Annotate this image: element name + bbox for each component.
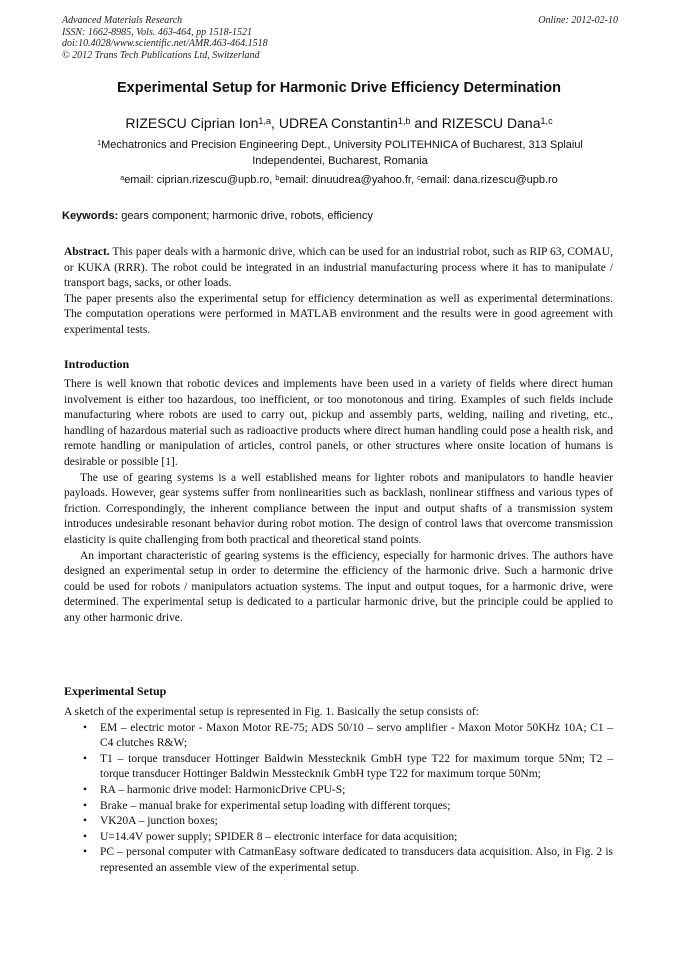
affiliation [62,138,618,169]
affiliation-text: Mechatronics and Precision Engineering Dept., University POLITEHNICA of Bucharest, 313 Splaiul Independentei, Bucharest, Romania [101,139,583,167]
keywords [62,210,618,222]
abstract-label: Abstract. [64,246,110,258]
issn-line: ISSN: 1662-8985, Vols. 463-464, pp 1518-1521 [62,26,252,38]
list-item [64,783,613,799]
list-item-text: PC – personal computer with CatmanEasy software dedicated to transducers data acquisition. Also, in Fig. 2 is represented an assemble view of the experimental setup. [100,846,613,874]
email-superscript: b [275,173,280,182]
email-link[interactable]: email: dinuudrea@yahoo.fr, [279,174,418,186]
author-superscript: 1,b [397,115,411,126]
section-heading-introduction: Introduction [64,357,130,371]
email-superscript: a [120,173,125,182]
journal-name: Advanced Materials Research [62,15,183,26]
author-separator: , [271,115,279,131]
intro-paragraph: The use of gearing systems is a well established means for lighter robots and manipulators to handle heavier payloads. However, gear systems suffer from nonlinearities such as backlash, nonlinear stiffness and various types of friction. Correspondingly, the inherent compliance between the input and output shafts of a transmission system introduces undesirable resonant behavior during robot motion. The design of control laws that overcome transmission elasticity is quite challenging from both practical and theoretical stand points. [64,471,613,546]
email-superscript: c [417,173,421,182]
abstract-paragraph: The paper presents also the experimental setup for efficiency determination as well as experimental determinations. The computation operations were performed in MATLAB environment and the results were in good agreement with experimental tests. [64,292,613,336]
copyright-line: © 2012 Trans Tech Publications Ltd, Switzerland [62,49,260,61]
abstract [64,245,613,339]
section-heading-experimental-setup: Experimental Setup [64,684,167,698]
doi-line: doi:10.4028/www.scientific.net/AMR.463-464.1518 [62,38,268,49]
author-emails [40,174,638,186]
journal-header [62,15,618,61]
list-item-text: T1 – torque transducer Hottinger Baldwin Messtecknik GmbH type T22 for maximum torque 5Nm; T2 – torque transducer Hottinger Baldwin Messtecknik GmbH type T22 for maximum torque 50Nm; [100,752,613,781]
setup-intro: A sketch of the experimental setup is represented in Fig. 1. Basically the setup consists of: [64,706,479,718]
introduction-body [64,377,613,627]
keywords-label: Keywords: [62,210,119,222]
list-item-text: RA – harmonic drive model: HarmonicDrive CPU-S; [100,783,346,796]
intro-paragraph: An important characteristic of gearing systems is the efficiency, especially for harmonic drives. The authors have designed an experimental setup in order to determine the efficiency of the harmonic drive. Such a harmonic drive could be used for robots / manipulators actuation systems. The input and output toques, for a harmonic drive, were determined. The experimental setup is dedicated to a particular harmonic drive, but the principle could be applied to any other harmonic drive. [64,549,613,624]
email-link[interactable]: email: dana.rizescu@upb.ro [420,174,558,186]
online-date: Online: 2012-02-10 [538,15,618,26]
bullet: • [83,721,88,734]
bullet: • [83,815,88,828]
author-name: RIZESCU Ciprian Ion [125,115,259,131]
list-item [64,814,613,830]
affiliation-superscript: 1 [97,138,102,147]
list-item [64,721,613,752]
bullet: • [83,830,88,843]
bullet: • [83,846,88,859]
list-item [64,830,613,846]
paper-title: Experimental Setup for Harmonic Drive Efficiency Determination [117,80,561,96]
bullet: • [83,783,88,796]
author-superscript: 1,a [258,115,272,126]
author-separator: and [410,115,442,131]
list-item-text: EM – electric motor - Maxon Motor RE-75; ADS 50/10 – servo amplifier - Maxon Motor 50KHz 10A; C1 – C4 clutches R&W; [100,721,613,750]
list-item [64,752,613,783]
bullet: • [83,799,88,812]
intro-paragraph: There is well known that robotic devices and implements have been used in a variety of fields where direct human involvement is either too hazardous, too inefficient, or too monotonous and tiring. Examples of such fields include manufacturing where robots are used to carry out, pickup and assembly parts, welding, nailing and riveting, etc., handling of hazardous material such as radioactive products where direct human handling could pose a health risk, and remote handling or manipulation of articles, control panels, or other structures where onsite location of humans is desirable or possible [1]. [64,378,613,468]
bullet: • [83,752,88,765]
list-item-text: VK20A – junction boxes; [100,815,218,828]
author-name: RIZESCU Dana [441,115,541,131]
list-item [64,799,613,815]
list-item [64,845,613,876]
author-name: UDREA Constantin [278,115,398,131]
component-list [64,721,613,877]
keywords-text: gears component; harmonic drive, robots, efficiency [118,210,374,222]
abstract-paragraph [64,245,613,292]
abstract-text: This paper deals with a harmonic drive, which can be used for an industrial robot, such as RIP 63, COMAU, or KUKA (RRR). The robot could be integrated in an industrial manufacturing process where it has to manipulate / transport bags, sacks, or other loads. [64,246,613,290]
author-superscript: 1,c [540,115,553,126]
list-item-text: U=14.4V power supply; SPIDER 8 – electronic interface for data acquisition; [100,830,458,843]
author-list [40,115,638,131]
setup-body [64,705,613,877]
email-link[interactable]: email: ciprian.rizescu@upb.ro, [124,174,276,186]
list-item-text: Brake – manual brake for experimental setup loading with different torques; [100,799,451,812]
